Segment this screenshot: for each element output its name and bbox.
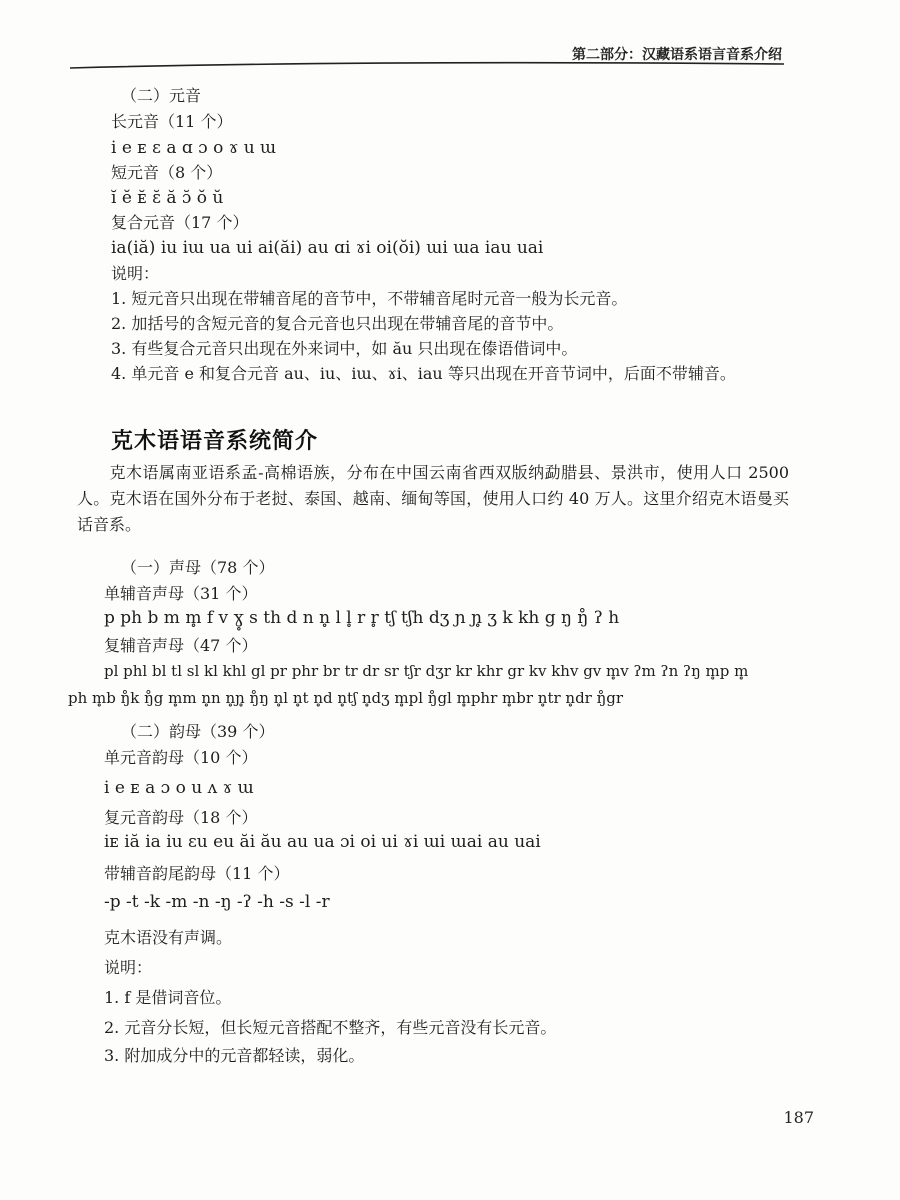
no-tone-statement: 克木语没有声调。: [104, 928, 233, 947]
intro-paragraph: [77, 460, 789, 538]
initials-heading: （一）声母（78 个）: [121, 558, 275, 577]
diph-finals-label: 复元音韵母（18 个）: [104, 808, 258, 827]
simple-finals-label: 单元音韵母（10 个）: [104, 748, 258, 767]
short-vowels-label: 短元音（8 个）: [111, 163, 223, 182]
short-vowels-list: ĭ ĕ ᴇ̆ ɛ̆ ă ɔ̆ ŏ ŭ: [111, 188, 224, 208]
cluster-initials-line: pl phl bl tl sl kl khl gl pr phr br tr dr sr tʃr dʒr kr khr gr kv khv gv m̥v ʔm ʔn ʔŋ m̥p m̥: [104, 662, 749, 680]
header-title: 第二部分：汉藏语系语言音系介绍: [572, 47, 782, 63]
cluster-initials-line: ph m̥b ŋ̊k ŋ̊g m̥m n̥n n̥ɲ̥ ŋ̊ŋ n̥l n̥t n̥d n̥tʃ n̥dʒ m̥pl ŋ̊gl m̥phr m̥br n̥tr n̥dr ŋ̊gr: [68, 689, 624, 707]
header-rule: [70, 58, 784, 74]
note-item: 4. 单元音 e 和复合元音 au、iu、iɯ、ɤi、iau 等只出现在开音节词中，后面不带辅音。: [111, 364, 736, 383]
long-vowels-label: 长元音（11 个）: [111, 112, 233, 131]
coda-finals-label: 带辅音韵尾韵母（11 个）: [104, 864, 290, 883]
compound-vowels-label: 复合元音（17 个）: [111, 213, 249, 232]
single-initials-label: 单辅音声母（31 个）: [104, 584, 258, 603]
khmu-note-item: 3. 附加成分中的元音都轻读，弱化。: [104, 1046, 365, 1065]
note-item: 2. 加括号的含短元音的复合元音也只出现在带辅音尾的音节中。: [111, 314, 564, 333]
page-number: 187: [783, 1108, 814, 1127]
cluster-initials-label: 复辅音声母（47 个）: [104, 636, 258, 655]
single-initials-list: p ph b m m̥ f v ɣ̥ s th d n n̥ l l̥ r r̥ tʃ tʃh dʒ ɲ ɲ̥ ʒ k kh g ŋ ŋ̊ ʔ h: [104, 608, 620, 628]
vowels-heading: （二）元音: [121, 86, 202, 105]
khmu-note-item: 2. 元音分长短，但长短元音搭配不整齐，有些元音没有长元音。: [104, 1018, 557, 1037]
long-vowels-list: i e ᴇ ɛ a ɑ ɔ o ɤ u ɯ: [111, 138, 277, 158]
section-title: 克木语语音系统简介: [111, 429, 319, 454]
khmu-note-item: 1. f 是借词音位。: [104, 988, 232, 1007]
finals-heading: （二）韵母（39 个）: [121, 722, 275, 741]
coda-finals-list: -p -t -k -m -n -ŋ -ʔ -h -s -l -r: [104, 892, 330, 912]
notes-label: 说明：: [111, 264, 160, 283]
khmu-notes-label: 说明：: [104, 958, 153, 977]
note-item: 1. 短元音只出现在带辅音尾的音节中，不带辅音尾时元音一般为长元音。: [111, 289, 628, 308]
intro-text: 克木语属南亚语系孟-高棉语族，分布在中国云南省西双版纳勐腊县、景洪市，使用人口 2500 人。克木语在国外分布于老挝、泰国、越南、缅甸等国，使用人口约 40 万人。这里介绍克木语曼买话音系。: [77, 463, 789, 534]
diph-finals-list: iᴇ iă ia iu ɛu eu ăi ău au ua ɔi oi ui ɤi ɯi ɯai au uai: [104, 832, 541, 852]
simple-finals-list: i e ᴇ a ɔ o u ʌ ɤ ɯ: [104, 778, 254, 798]
compound-vowels-list: ia(iă) iu iɯ ua ui ai(ăi) au ɑi ɤi oi(ŏi) ɯi ɯa iau uai: [111, 238, 544, 258]
note-item: 3. 有些复合元音只出现在外来词中，如 ău 只出现在傣语借词中。: [111, 339, 578, 358]
